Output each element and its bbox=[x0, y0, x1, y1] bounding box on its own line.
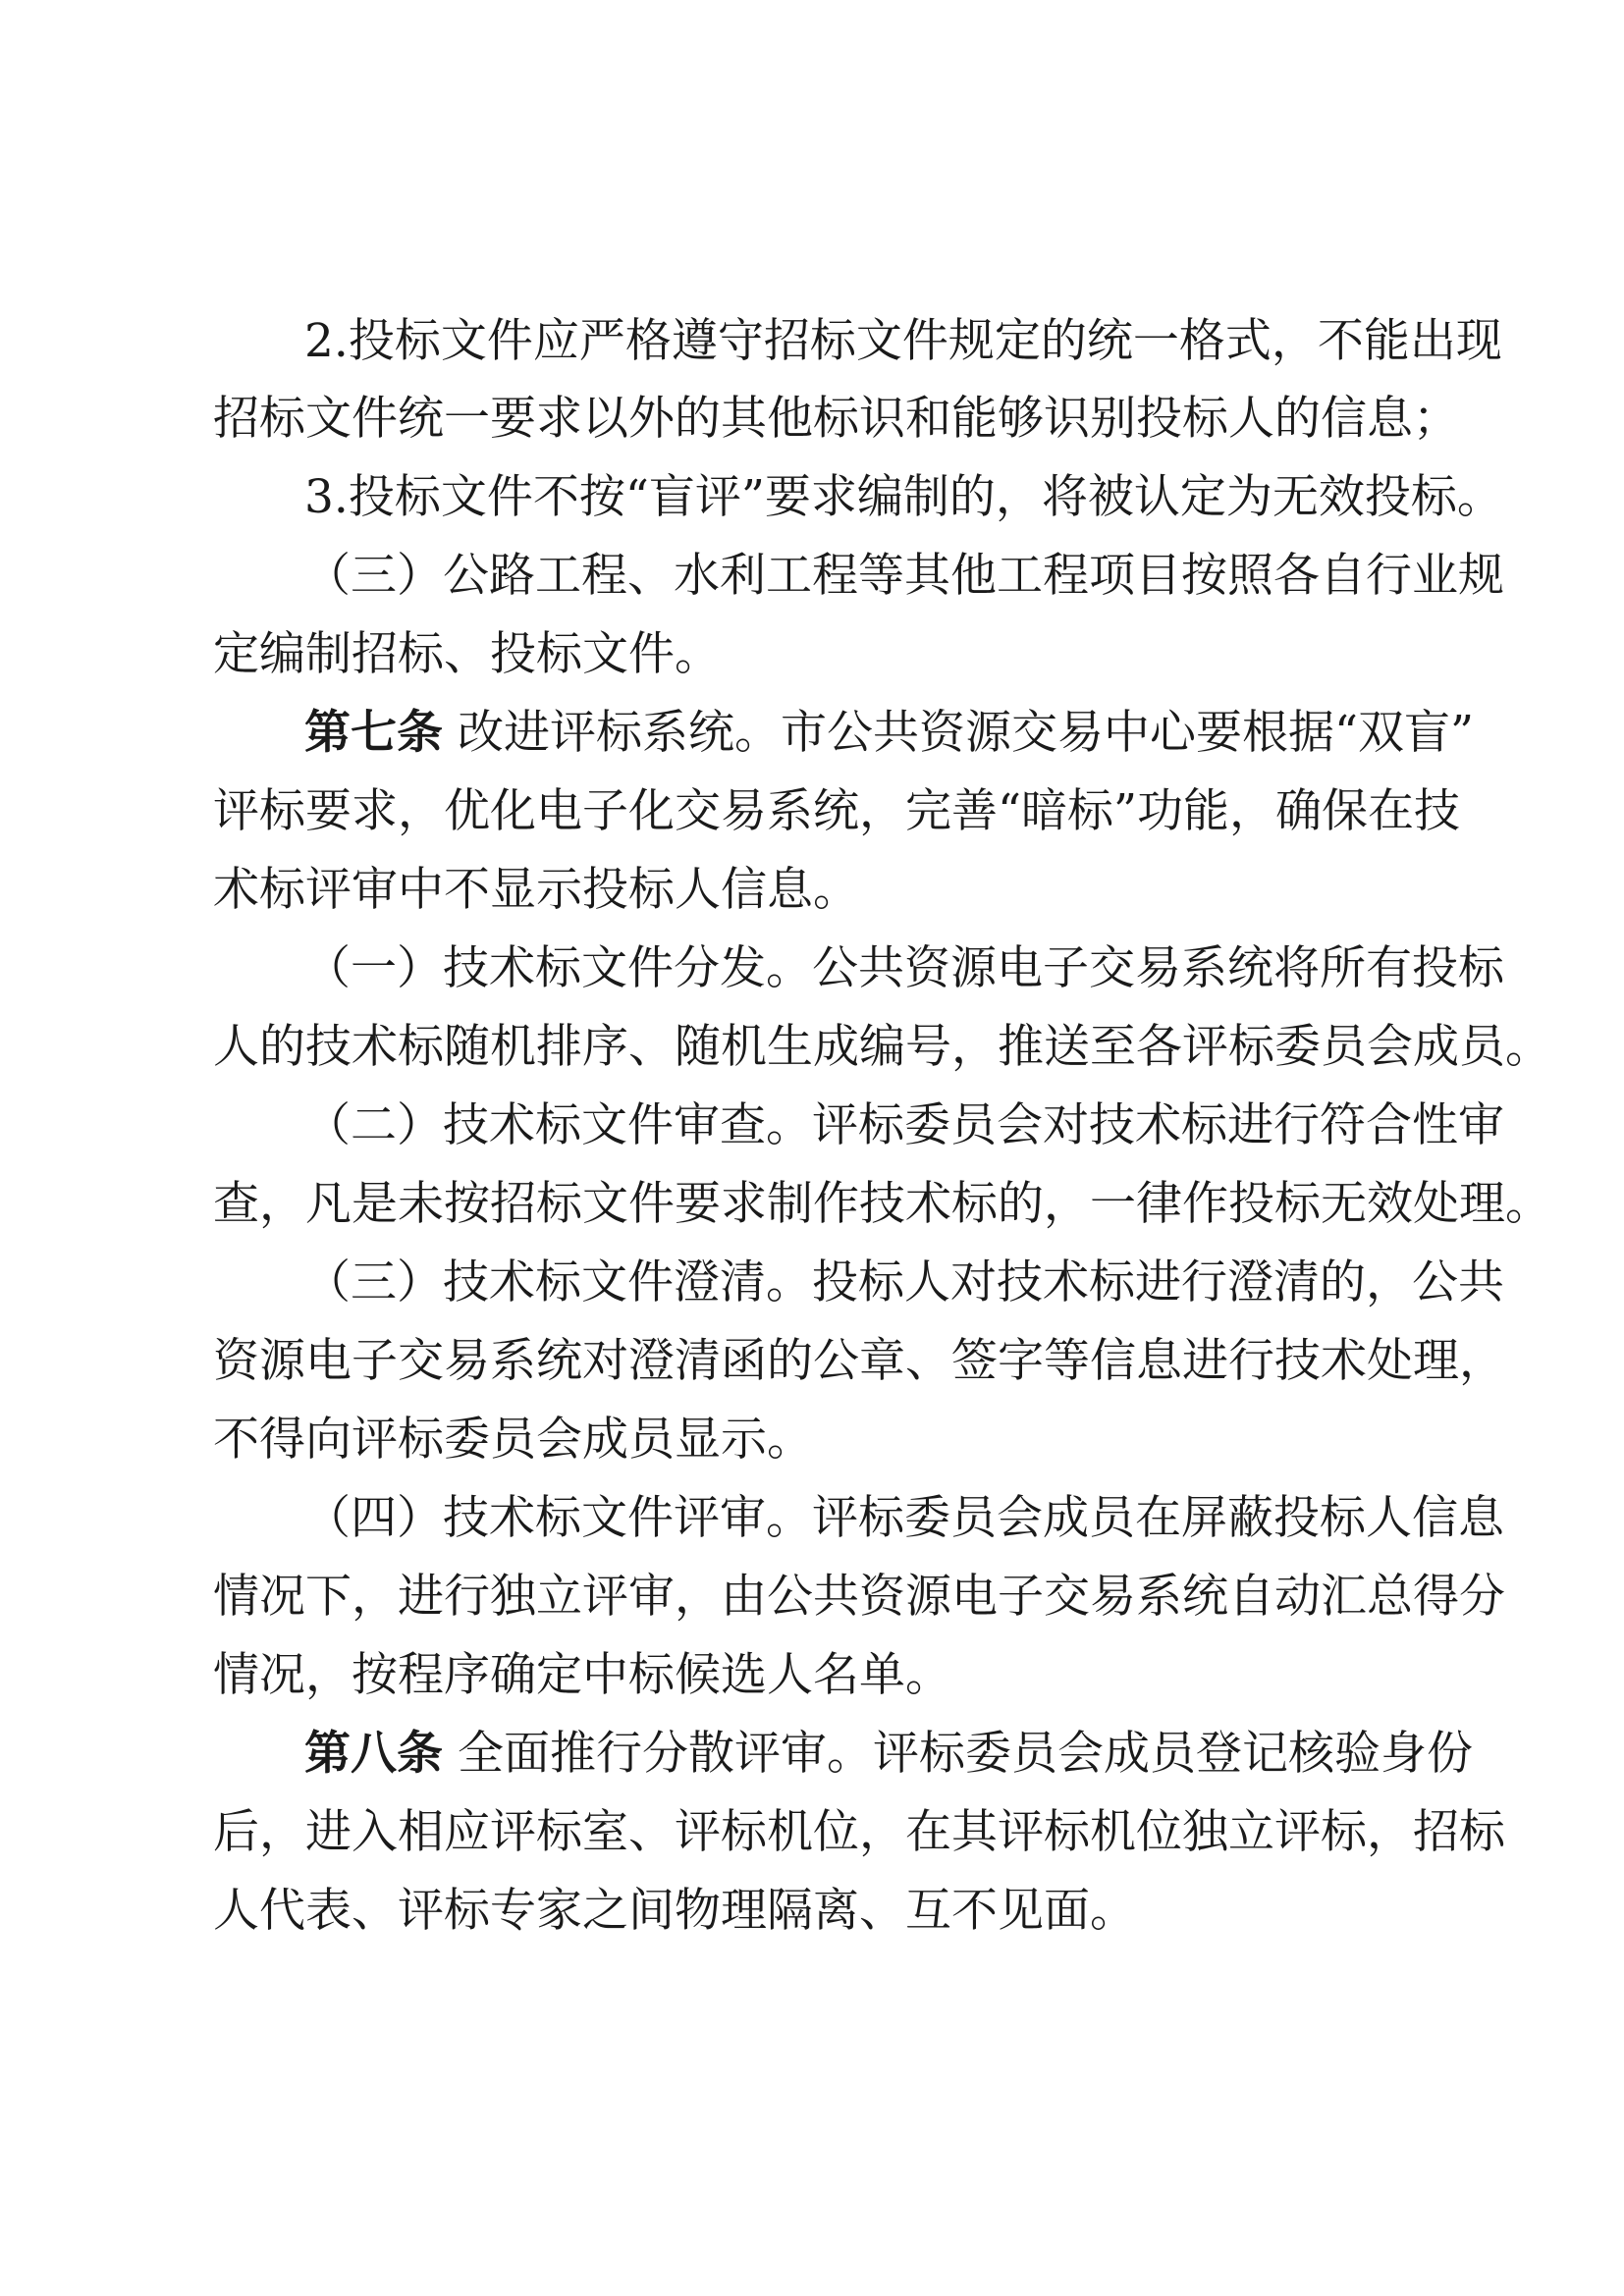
line-text: 情况下，进行独立评审，由公共资源电子交易系统自动汇总得分 bbox=[213, 1570, 1505, 1624]
text-line bbox=[0, 468, 1624, 527]
line-text: 招标文件统一要求以外的其他标识和能够识别投标人的信息； bbox=[213, 392, 1459, 446]
text-line bbox=[0, 939, 1624, 998]
line-text: （一）技术标文件分发。公共资源电子交易系统将所有投标 bbox=[304, 941, 1504, 995]
article-heading-line bbox=[0, 704, 1624, 763]
article-label: 第七条 bbox=[304, 706, 443, 760]
line-text: 评标要求，优化电子化交易系统，完善“暗标”功能，确保在技 bbox=[213, 784, 1461, 838]
text-line bbox=[0, 1018, 1624, 1077]
text-line bbox=[0, 1332, 1624, 1391]
article-heading-line bbox=[0, 1725, 1624, 1784]
line-text: 资源电子交易系统对澄清函的公章、签字等信息进行技术处理， bbox=[213, 1334, 1505, 1388]
text-line bbox=[0, 1175, 1624, 1234]
line-text: 3.投标文件不按“盲评”要求编制的，将被认定为无效投标。 bbox=[304, 470, 1503, 524]
text-line bbox=[0, 625, 1624, 684]
line-text: 人的技术标随机排序、随机生成编号，推送至各评标委员会成员。 bbox=[213, 1020, 1551, 1074]
text-line bbox=[0, 390, 1624, 449]
article-text: 改进评标系统。市公共资源交易中心要根据“双盲” bbox=[457, 706, 1475, 760]
text-line bbox=[0, 1803, 1624, 1862]
text-line bbox=[0, 312, 1624, 371]
line-text: 情况，按程序确定中标候选人名单。 bbox=[213, 1648, 951, 1702]
line-text: （三）技术标文件澄清。投标人对技术标进行澄清的，公共 bbox=[304, 1255, 1504, 1309]
line-text: 定编制招标、投标文件。 bbox=[213, 627, 721, 681]
line-text: 查，凡是未按招标文件要求制作技术标的，一律作投标无效处理。 bbox=[213, 1177, 1551, 1231]
line-text: （三）公路工程、水利工程等其他工程项目按照各自行业规 bbox=[304, 549, 1504, 603]
article-text: 全面推行分散评审。评标委员会成员登记核验身份 bbox=[457, 1727, 1473, 1781]
text-line bbox=[0, 1411, 1624, 1469]
text-line bbox=[0, 1096, 1624, 1155]
line-text: 后，进入相应评标室、评标机位，在其评标机位独立评标，招标 bbox=[213, 1805, 1505, 1859]
article-label: 第八条 bbox=[304, 1727, 443, 1781]
line-text: 2.投标文件应严格遵守招标文件规定的统一格式，不能出现 bbox=[304, 314, 1502, 368]
line-text bbox=[304, 1725, 1473, 1784]
line-text: 人代表、评标专家之间物理隔离、互不见面。 bbox=[213, 1884, 1136, 1938]
text-line bbox=[0, 1489, 1624, 1548]
text-line bbox=[0, 782, 1624, 841]
text-line bbox=[0, 1646, 1624, 1705]
text-line bbox=[0, 1568, 1624, 1627]
text-line bbox=[0, 861, 1624, 920]
text-line bbox=[0, 1254, 1624, 1312]
line-text: 术标评审中不显示投标人信息。 bbox=[213, 863, 859, 917]
line-text bbox=[304, 704, 1475, 763]
text-line bbox=[0, 1882, 1624, 1941]
line-text: （二）技术标文件审查。评标委员会对技术标进行符合性审 bbox=[304, 1098, 1504, 1152]
text-line bbox=[0, 547, 1624, 606]
line-text: （四）技术标文件评审。评标委员会成员在屏蔽投标人信息 bbox=[304, 1491, 1504, 1545]
line-text: 不得向评标委员会成员显示。 bbox=[213, 1413, 813, 1467]
